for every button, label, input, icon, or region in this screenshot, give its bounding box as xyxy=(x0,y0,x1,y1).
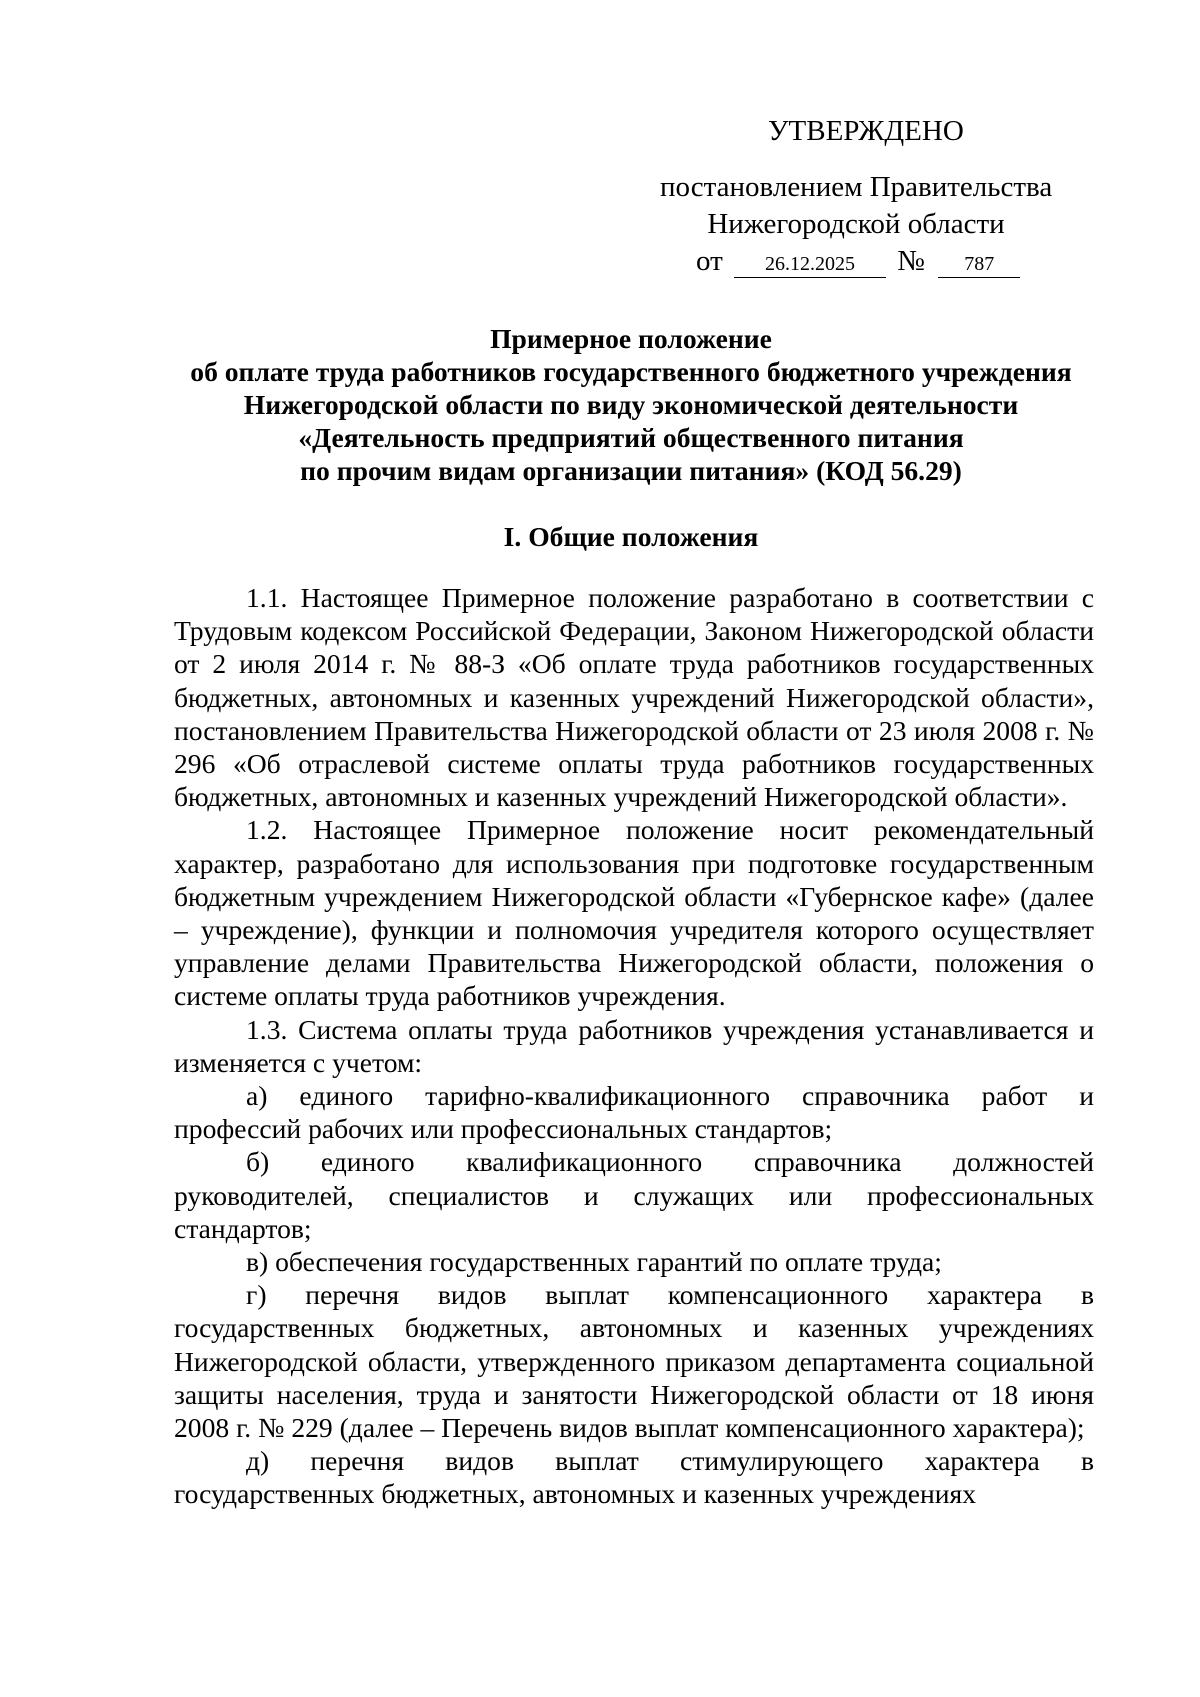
title-line-5: по прочим видам организации питания» (КОД 56.29) xyxy=(300,455,962,486)
section-heading: I. Общие положения xyxy=(503,521,759,552)
paragraph-1-2: 1.2. Настоящее Примерное положение носит рекомендательный характер, разработано для использования при подготовке государственным бюджетным учреждением Нижегородской области «Губернское кафе» (далее – учреждение), функции и полномочия учредителя которого осуществляет управление делами Правительства Нижегородской области, положения о системе оплаты труда работников учреждения. xyxy=(174,814,1094,1012)
list-item-a: а) единого тарифно-квалификационного справочника работ и профессий рабочих или профессиональных стандартов; xyxy=(174,1080,1094,1145)
title-line-1: Примерное положение xyxy=(490,323,772,354)
decree-number: 787 xyxy=(938,251,1020,278)
title-line-2: об оплате труда работников государственного бюджетного учреждения xyxy=(190,356,1072,387)
title-line-3: Нижегородской области по виду экономической деятельности xyxy=(243,389,1019,420)
body-text xyxy=(174,581,1094,1511)
paragraph-1-3: 1.3. Система оплаты труда работников учреждения устанавливается и изменяется с учетом: xyxy=(174,1013,1094,1078)
document-title xyxy=(160,322,1102,487)
decree-line: постановлением Правительства xyxy=(660,171,1053,203)
list-item-v: в) обеспечения государственных гарантий по оплате труда; xyxy=(246,1246,942,1278)
list-item-g: г) перечня видов выплат компенсационного характера в государственных бюджетных, автономных и казенных учреждениях Нижегородской области, утвержденного приказом департамента социальной защиты населения, труда и занятости Нижегородской области от 18 июня 2008 г. № 229 (далее – Перечень видов выплат компенсационного характера); xyxy=(174,1279,1094,1444)
date-number-line xyxy=(696,242,1020,280)
list-item-b: б) единого квалификационного справочника должностей руководителей, специалистов и служащих или профессиональных стандартов; xyxy=(174,1146,1094,1244)
date-prefix: от xyxy=(696,245,723,277)
title-line-4: «Деятельность предприятий общественного питания xyxy=(298,422,964,453)
region-line: Нижегородской области xyxy=(707,208,1005,240)
list-item-d: д) перечня видов выплат стимулирующего характера в государственных бюджетных, автономных и казенных учреждениях xyxy=(174,1445,1094,1510)
paragraph-1-1: 1.1. Настоящее Примерное положение разработано в соответствии с Трудовым кодексом Российской Федерации, Законом Нижегородской области от 2 июля 2014 г. № 88-З «Об оплате труда работников государственных бюджетных, автономных и казенных учреждений Нижегородской области», постановлением Правительства Нижегородской области от 23 июля 2008 г. № 296 «Об отраслевой системе оплаты труда работников государственных бюджетных, автономных и казенных учреждений Нижегородской области». xyxy=(174,582,1094,813)
number-sign: № xyxy=(897,245,925,277)
decree-date: 26.12.2025 xyxy=(734,251,886,278)
approved-label: УТВЕРЖДЕНО xyxy=(768,115,964,147)
